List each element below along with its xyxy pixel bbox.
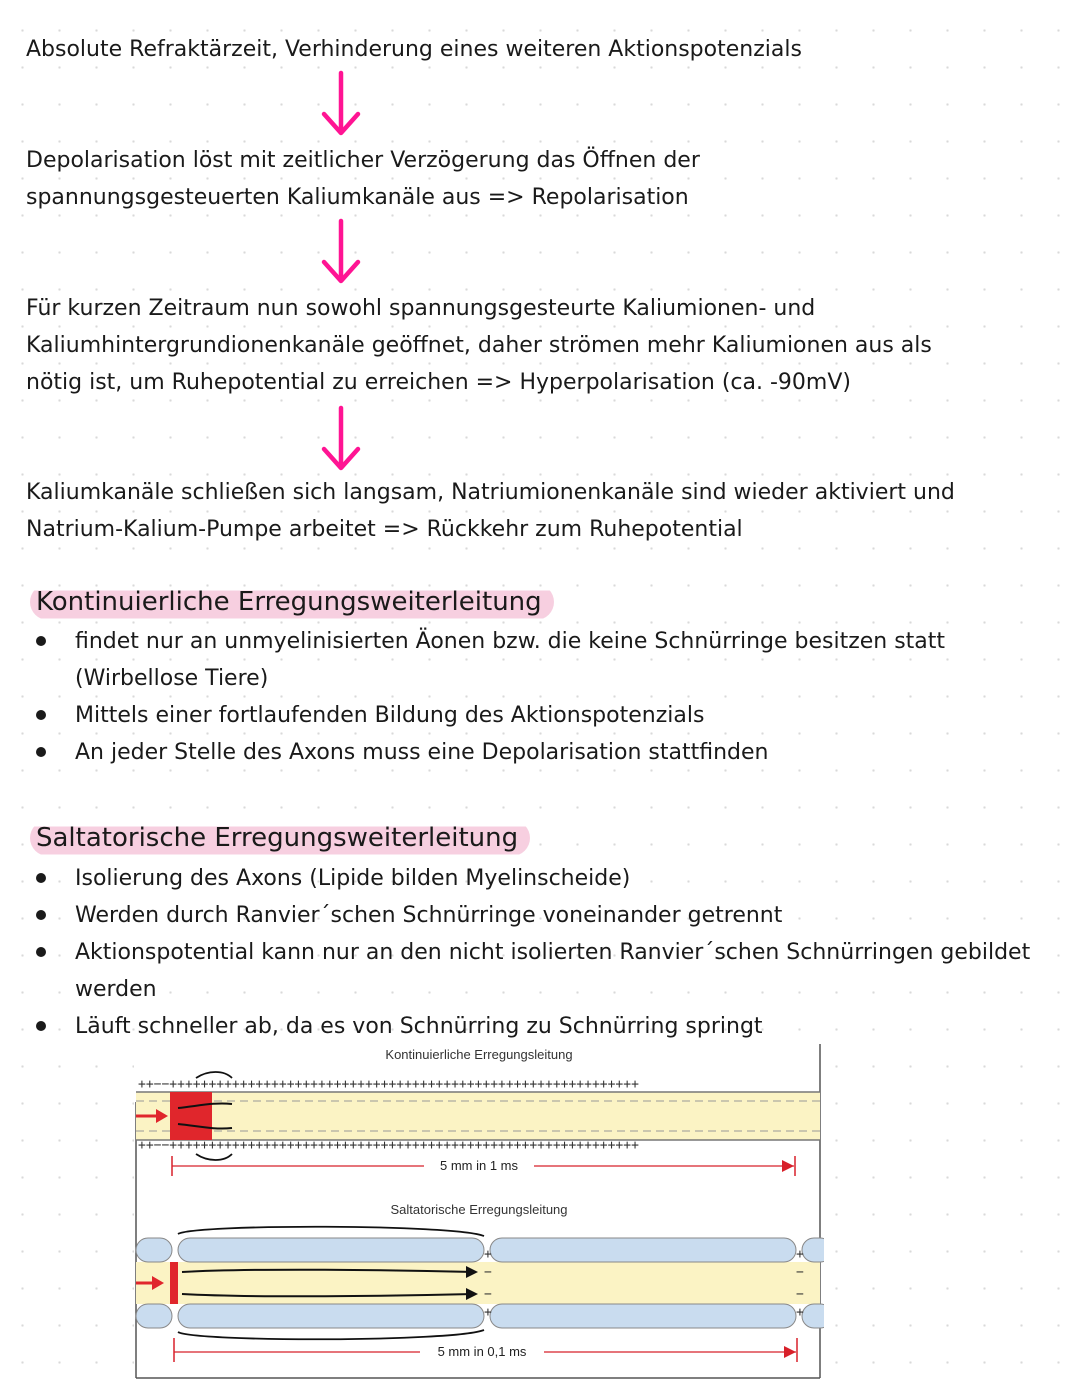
unmyelinated-axon bbox=[136, 1072, 820, 1160]
list-item: Mittels einer fortlaufenden Bildung des Aktionspotenzials bbox=[26, 697, 1056, 734]
outer-current-arrow bbox=[178, 1330, 484, 1339]
myelin-segment bbox=[802, 1238, 824, 1262]
arrow-down-icon bbox=[316, 405, 366, 475]
text-repolarisation bbox=[26, 142, 1056, 216]
myelin-segment bbox=[178, 1304, 484, 1328]
membrane-charge-signs: ++−−++++++++++++++++++++++++++++++++++++++++++++++++++++++++++++ bbox=[138, 1077, 639, 1092]
myelin-segment bbox=[490, 1238, 796, 1262]
node-charge-signs: + bbox=[484, 1305, 492, 1320]
list-item: Isolierung des Axons (Lipide bilden Myelinscheide) bbox=[26, 860, 1056, 897]
text-line: spannungsgesteuerten Kaliumkanäle aus => Repolarisation bbox=[26, 185, 689, 210]
myelin-segment bbox=[802, 1304, 824, 1328]
axon-core bbox=[136, 1092, 820, 1140]
distance-scale-continuous bbox=[172, 1156, 795, 1176]
scale-arrowhead bbox=[784, 1346, 796, 1358]
outer-current-arrow bbox=[196, 1154, 232, 1160]
text-line: Kaliumkanäle schließen sich langsam, Natriumionenkanäle sind wieder aktiviert und bbox=[26, 480, 955, 505]
list-item: An jeder Stelle des Axons muss eine Depolarisation stattfinden bbox=[26, 734, 1056, 771]
myelin-segment bbox=[136, 1304, 172, 1328]
heading-saltatory-conduction: Saltatorische Erregungsweiterleitung bbox=[30, 820, 530, 856]
text-refractory-period bbox=[26, 31, 1056, 68]
list-item: Werden durch Ranvier´schen Schnürringe voneinander getrennt bbox=[26, 897, 1056, 934]
figure-title-saltatory: Saltatorische Erregungsleitung bbox=[390, 1202, 568, 1217]
node-charge-signs: − bbox=[484, 1265, 492, 1280]
node-charge-signs: − bbox=[796, 1287, 804, 1302]
conduction-diagram bbox=[134, 1042, 824, 1380]
text-resting-potential-return bbox=[26, 474, 1056, 548]
outer-current-arrow bbox=[178, 1227, 484, 1236]
list-item: findet nur an unmyelinisierten Äonen bzw. die keine Schnürringe besitzen statt (Wirbellose Tiere) bbox=[26, 623, 1056, 697]
text-line: Für kurzen Zeitraum nun sowohl spannungsgesteurte Kaliumionen- und bbox=[26, 296, 816, 321]
node-charge-signs: + bbox=[796, 1305, 804, 1320]
myelin-segment bbox=[136, 1238, 172, 1262]
node-charge-signs: − bbox=[796, 1265, 804, 1280]
list-item: Aktionspotential kann nur an den nicht isolierten Ranvier´schen Schnürringen gebildet werden bbox=[26, 934, 1056, 1008]
list-item: Läuft schneller ab, da es von Schnürring zu Schnürring springt bbox=[26, 1008, 1056, 1045]
list-continuous-conduction bbox=[26, 623, 1056, 771]
node-charge-signs: + bbox=[484, 1247, 492, 1262]
node-charge-signs: − bbox=[484, 1287, 492, 1302]
text-line: Depolarisation löst mit zeitlicher Verzögerung das Öffnen der bbox=[26, 148, 700, 173]
membrane-charge-signs: ++−−++++++++++++++++++++++++++++++++++++++++++++++++++++++++++++ bbox=[138, 1138, 639, 1153]
distance-scale-saltatory bbox=[174, 1338, 797, 1362]
list-saltatory-conduction bbox=[26, 860, 1056, 1045]
figure-title-continuous: Kontinuierliche Erregungsleitung bbox=[385, 1047, 573, 1062]
arrow-down-icon bbox=[316, 70, 366, 140]
depolarized-zone bbox=[170, 1092, 212, 1140]
text-line: nötig ist, um Ruhepotential zu erreichen => Hyperpolarisation (ca. -90mV) bbox=[26, 370, 851, 395]
text-hyperpolarisation bbox=[26, 290, 1056, 401]
distance-label-continuous: 5 mm in 1 ms bbox=[439, 1158, 519, 1173]
node-charge-signs: + bbox=[796, 1247, 804, 1262]
depolarized-node bbox=[170, 1262, 178, 1304]
arrow-down-icon bbox=[316, 218, 366, 288]
myelin-segment bbox=[490, 1304, 796, 1328]
text-line: Absolute Refraktärzeit, Verhinderung eines weiteren Aktionspotenzials bbox=[26, 37, 802, 62]
axon-core bbox=[136, 1262, 820, 1304]
myelinated-axon bbox=[136, 1227, 824, 1340]
heading-continuous-conduction: Kontinuierliche Erregungsweiterleitung bbox=[30, 584, 554, 620]
myelin-segment bbox=[178, 1238, 484, 1262]
text-line: Natrium-Kalium-Pumpe arbeitet => Rückkehr zum Ruhepotential bbox=[26, 517, 743, 542]
text-line: Kaliumhintergrundionenkanäle geöffnet, daher strömen mehr Kaliumionen aus als bbox=[26, 333, 932, 358]
conduction-diagram-svg bbox=[134, 1042, 824, 1380]
distance-label-saltatory: 5 mm in 0,1 ms bbox=[437, 1344, 527, 1359]
scale-arrowhead bbox=[782, 1160, 794, 1172]
